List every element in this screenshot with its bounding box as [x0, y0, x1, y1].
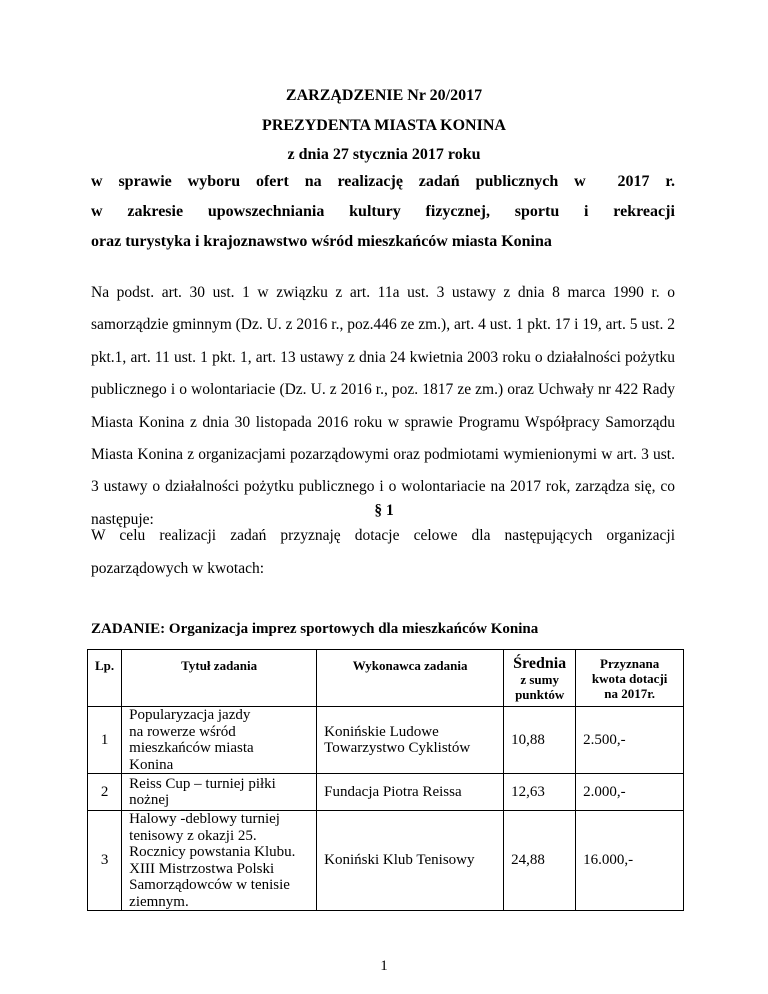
grants-table [87, 649, 684, 911]
table-row [88, 707, 684, 774]
row-grant: 16.000,- [576, 811, 684, 911]
row-score: 24,88 [504, 811, 576, 911]
row-contractor: Koniński Klub Tenisowy [317, 811, 504, 911]
row-lp: 3 [88, 811, 122, 911]
row-grant: 2.000,- [576, 774, 684, 811]
row-title: Halowy -deblowy turniej tenisowy z okazji 25. Rocznicy powstania Klubu. XIII Mistrzostwa Polski Samorządowców w tenisie ziemnym. [122, 811, 317, 911]
document-issuer: PREZYDENTA MIASTA KONINA [262, 117, 506, 134]
table-header-row [88, 650, 684, 707]
table-row [88, 774, 684, 811]
preamble-paragraph: Na podst. art. 30 ust. 1 w związku z art. 11a ust. 3 ustawy z dnia 8 marca 1990 r. o samorządzie gminnym (Dz. U. z 2016 r., poz.446 ze zm.), art. 4 ust. 1 pkt. 17 i 19, art. 5 ust. 2 pkt.1, art. 11 ust. 1 pkt. 1, art. 13 ustawy z dnia 24 kwietnia 2003 roku o działalności pożytku publicznego i o wolontariacie (Dz. U. z 2016 r., poz. 1817 ze zm.) oraz Uchwały nr 422 Rady Miasta Konina z dnia 30 listopada 2016 roku w sprawie Programu Współpracy Samorządu Miasta Konina z organizacjami pozarządowymi oraz podmiotami wymienionymi w art. 3 ust. 3 ustawy o działalności pożytku publicznego i o wolontariacie na 2017 rok, zarządza się, co następuje: [91, 284, 675, 528]
document-title: ZARZĄDZENIE Nr 20/2017 [285, 87, 483, 104]
subject-line-1: w sprawie wyboru ofert na realizację zadań publicznych w 2017 r. [91, 173, 675, 190]
header-lp: Lp. [88, 650, 122, 707]
row-contractor: Konińskie Ludowe Towarzystwo Cyklistów [317, 707, 504, 774]
subject-line-3: oraz turystyka i krajoznawstwo wśród mieszkańców miasta Konina [91, 233, 552, 250]
row-score: 10,88 [504, 707, 576, 774]
task-title: ZADANIE: Organizacja imprez sportowych dla mieszkańców Konina [91, 621, 539, 637]
table-row [88, 811, 684, 911]
row-lp: 2 [88, 774, 122, 811]
row-contractor: Fundacja Piotra Reissa [317, 774, 504, 811]
section-paragraph: W celu realizacji zadań przyznaję dotacje celowe dla następujących organizacji pozarządowych w kwotach: [91, 527, 675, 577]
subject-line-2: w zakresie upowszechniania kultury fizycznej, sportu i rekreacji [91, 203, 675, 220]
row-title: Popularyzacja jazdy na rowerze wśród mieszkańców miasta Konina [122, 707, 317, 774]
header-grant: Przyznana kwota dotacji na 2017r. [576, 650, 684, 707]
page-number: 1 [380, 958, 388, 974]
row-score: 12,63 [504, 774, 576, 811]
header-score: Średnia z sumy punktów [504, 650, 576, 707]
header-title: Tytuł zadania [122, 650, 317, 707]
header-contractor: Wykonawca zadania [317, 650, 504, 707]
row-lp: 1 [88, 707, 122, 774]
section-heading: § 1 [374, 502, 394, 519]
row-grant: 2.500,- [576, 707, 684, 774]
row-title: Reiss Cup – turniej piłki nożnej [122, 774, 317, 811]
document-date: z dnia 27 stycznia 2017 roku [287, 146, 481, 163]
